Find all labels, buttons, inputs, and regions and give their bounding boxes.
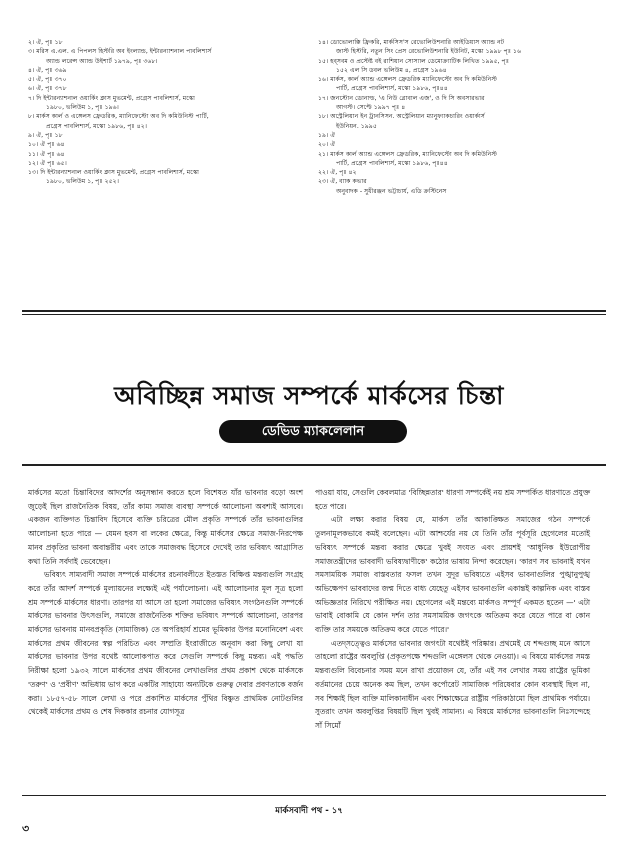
reference-line: জাস্ট হিস্টরি, নতুন সিং প্রেস রেভোলিউশনারি ইউনিট, মস্কো ১৯৯৮ পৃঃ ১৬ xyxy=(336,48,522,56)
reference-line: ৩। মরিস এ.এল. এ পিপলস হিস্টরি অব ইংল্যান্ড, ইন্টারন্যাশনাল পাবলিশার্স xyxy=(28,48,212,56)
reference-line: ২১। মার্কস কার্ল অ্যান্ড এঙ্গেলস ফ্রেডরিক, ম্যানিফেস্টো অব দি কমিউনিস্ট xyxy=(318,150,497,158)
reference-line: ইউনিয়ন. ১৯৯৫ xyxy=(336,122,377,130)
page-number: ৩ xyxy=(22,822,30,835)
author-badge: ডেভিড ম্যাকলেলান xyxy=(219,420,407,443)
reference-line: অ্যান্ড লরেন্স অ্যান্ড উইশার্ট ১৯৭৯, পৃঃ ৩৬৮। xyxy=(46,57,158,65)
paragraph: মার্কসের মতো চিন্তাবিদের আদর্শের অনুসন্ধান করতে হলে বিশেষত যাঁর ভাবনার বড়ো অংশ জুড়েই ছিল রাজনৈতিক বিষয়, তাঁর কাম্য সমাজ ব্যবস্থা সম্পর্কে আলোচনা অবশ্যই আসবে। একজন ব্যক্তিগত চিন্তাবিদ হিসেবে ব্যক্তি চরিত্রের মৌল প্রকৃতি সম্পর্কে তাঁর ভাবনাগুলির আলোচনা হতে পারে — যেমন হবস বা লকের ক্ষেত্রে, কিন্তু মার্কসের ক্ষেত্রে সমাজ-নিরপেক্ষ মানব প্রকৃতির ভাবনা অবান্তরীয় এবং তাকে সমাজবদ্ধ হিসেবে দেখেই তার ভবিষ্যৎ আগ্রাসিত কথা তিনি সর্বদাই ভেবেছেন। xyxy=(28,488,303,566)
paragraph: ভবিষ্যৎ সাম্যবাদী সমাজ সম্পর্কে মার্কসের রচনাবলীতে ইতস্তত বিক্ষিপ্ত মন্তব্যগুলি সংগ্রহ করে তাঁর আদর্শ সম্পর্কে মূল্যায়নের লক্ষ্যেই এই পর্যালোচনা। এই আলোচনার মূল সূত্র হলো শ্রম সম্পর্কে মার্কসের ধারণা। তারপর যা আসে তা হলো সমাজের ভবিষ্যৎ সংগঠনগুলি সম্পর্কে মার্কসের ভাবনার উৎসগুলি, সমাজে রাজনৈতিক শক্তির ভবিষ্যৎ সম্পর্কে আলোচনা, তারপর মার্কসের ভাবনায় মানবপ্রকৃতি (সামাজিক) তে অপরিহার্য শ্রমের ভূমিকার উপর মনোনিবেশ এবং মার্কসের প্রথম জীবনের স্বল্প পরিচিত এবং সম্প্রতি ইংরাজীতে অনূবাদ করা কিছু লেখা যা মার্কসের ভাবনার উপর যথেষ্ট আলোকপাত করে সেগুলি সম্পর্কে কিছু মন্তব্য। এই পদ্ধতি নিরীক্ষা হলো ১৯৩২ সালে মার্কসের প্রথম জীবনের লেখাগুলির প্রথম প্রকাশ থেকে মার্কসকে 'তরুণ' ও 'প্রবীণ' অভিধায় ভাগ করে একটির সাহায্যে অন্যটিকে গুরুত্ব দেবার প্রবণতাকে বর্জন করা। ১৮৫৭-৫৮ সালে লেখা ও পরে প্রকাশিত মার্কসের পুঁথির বিষ্ণুত প্রাথমিক নোটগুলির থেকেই মার্কসের প্রথম ও শেষ দিককার রচনার যোগসূত্র xyxy=(28,570,303,717)
paragraph: এটা লক্ষ্য করার বিষয় যে, মার্কস তাঁর আকাঙ্ক্ষিত সমাজের গঠন সম্পর্কে তুলনামূলকভাবে কমই বলেছেন। এটা আশ্চর্যের নয় যে তিনি তাঁর পূর্বসূরি হেগেলের মতোই ভবিষ্যৎ সম্পর্কে মন্তব্য করার ক্ষেত্রে খুবই সংযত এবং প্রায়শই 'আধুনিক ইউরোপীয় সমাজতন্ত্রীদের ভাববাদী ভবিষ্যদ্বাণীকে' কঠোর ভাষায় নিন্দা করেছেন। 'কারণ সব ভাবনাই যখন সমসাময়িক সমাজ বাস্তবতার ফসল তখন সুদূর ভবিষ্যতে এইসব ভাবনাগুলির পুঙ্খানুপুঙ্খ অভিক্ষেপণ ভাববাদের জন্ম দিতে বাধ্য যেহেতু এইসব ভাবনাগুলি একান্তই কাল্পনিক এবং বাস্তব অভিজ্ঞতার নিরিখে পরীক্ষিত নয়। হেগেলের এই মন্তব্যে মার্কসও সম্পূর্ণ একমত হতেন —' এটা ভাবাই বোকামি যে কোন দর্শন তার সমসাময়িক জগৎকে অতিক্রম করে যেতে পারে বা কোন ব্যক্তি তার সময়কে অতিক্রম করে যেতে পারে।' xyxy=(315,515,590,635)
reference-line: ১৮। অস্ট্রেলিয়ান ইন ট্রানসিসন. অস্ট্রেলিয়ান ম্যানুফ্যাকচারিং ওয়ার্কার্স xyxy=(318,113,485,121)
reference-line: ৭। দি ইন্টারন্যাশনাল ওয়ার্কিং ক্লাস মুভমেন্ট, প্রগ্রেস পাবলিশার্স, মস্কো xyxy=(28,94,195,102)
reference-line: ১৪। ডোভোলাক্কি ফ্রিকরি, মার্কসিস'স রেভোলিউশনারি আইডিয়াস অ্যান্ড নট xyxy=(318,39,505,46)
article-column-right xyxy=(315,486,590,733)
reference-line: ২০। ঐ xyxy=(318,141,336,149)
reference-line: ৯। ঐ, পৃঃ ১৮ xyxy=(28,131,63,139)
article-title: অবিচ্ছিন্ন সমাজ সম্পর্কে মার্কসের চিন্তা xyxy=(114,381,504,410)
reference-line: ১৬। মার্কস, কার্ল অ্যান্ড এঙ্গেলস ফ্রেডরিক ম্যানিফেস্টো অব দি কমিউনিস্ট xyxy=(318,76,497,84)
reference-line: ১২। ঐ পৃঃ ৬৫। xyxy=(28,159,67,167)
top-divider xyxy=(22,310,606,312)
reference-line: ৫। ঐ, পৃঃ ৩৭০ xyxy=(28,76,67,84)
reference-line: অনুবাদক - সুধীরঞ্জন ভট্টাচার্য, এডি ক্রস্টিনেস xyxy=(336,187,447,195)
reference-line: প্রগ্রেস পাবলিশার্স, মস্কো ১৯৮৬, পৃঃ ৪২। xyxy=(46,122,147,130)
reference-line: ৮। মার্কস কার্ল ও এঙ্গেলস ফ্রেডরিক, ম্যানিফেস্টো অব দি কমিউনিস্ট পার্টি, xyxy=(28,113,209,121)
reference-line: ৪। ঐ, পৃঃ ৩৬৯ xyxy=(28,66,67,74)
reference-line: ১১। ঐ পৃঃ ৬৪ xyxy=(28,150,65,158)
reference-line: ১৯। ঐ xyxy=(318,131,336,139)
references-right xyxy=(318,38,603,196)
title-divider xyxy=(22,464,606,466)
reference-line: পার্টি, প্রগ্রেস পাবলিশার্স, মস্কো ১৯৮৬, পৃঃ৪৪ xyxy=(336,159,448,167)
article-column-left xyxy=(28,486,303,719)
reference-line: আগস্ট। সেপ্টে ১৯৯৭ পৃঃ ৪ xyxy=(336,104,406,112)
top-divider-thin xyxy=(22,314,606,315)
reference-line: ১০। ঐ পৃঃ ৬৪ xyxy=(28,141,65,149)
reference-line: ১৯৮০, ভলিউম ১, পৃঃ ২৫২। xyxy=(46,178,119,186)
paragraph: এতদ্সত্ত্বেও মার্কসের ভাবনার জগৎটা যথেষ্টই পরিষ্কার। প্রথমেই যে শব্দগুচ্ছ মনে আসে তাহলো রাষ্ট্রের অবলুপ্তি (প্রকৃতপক্ষে শব্দগুলি এঙ্গেলস থেকে নেওয়া)। এ বিষয়ে মার্কসের সমস্ত মন্তব্যগুলি বিবেচনার সময় মনে রাখা প্রয়োজন যে, তাঁর এই সব লেখার সময় রাষ্ট্রের ভূমিকা বর্তমানের চেয়ে অনেক কম ছিল, তখন কর্পোরেট সামাজিক পরিষেবার কোন ব্যবস্থাই ছিল না, সব শিক্ষাই ছিল ব্যক্তি মালিকানাধীন এবং শিক্ষাক্ষেত্রে রাষ্ট্রীয় পরিকাঠামো ছিল প্রাথমিক পর্যায়ে। সুতরাং তখন অবলুপ্তির বিষয়টি ছিল খুবই সামান্য। এ বিষয়ে মার্কসের ভাবনাগুলি নিঃসন্দেহে সাঁ সিমোঁ xyxy=(315,638,590,730)
reference-line: ২। ঐ, পৃঃ ১৮ xyxy=(28,39,63,46)
reference-line: ১৩। দি ইন্টারন্যাশনাল ওয়ার্কিং ক্লাস মুভমেন্ট, প্রগ্রেস পাবলিশার্স, মস্কো xyxy=(28,169,199,177)
reference-line: ১৭। জনস্টোন ডোনাল্ড, 'এ নিউ গ্লোবাল এজ', ও দি সি অবসারভার xyxy=(318,94,485,102)
footer-divider xyxy=(22,795,606,796)
journal-footer-label: মার্কসবাদী পথ - ১৭ xyxy=(275,806,343,816)
reference-line: ২৩। ঐ, ব্যাক কভার xyxy=(318,178,367,186)
references-left xyxy=(28,38,298,187)
reference-line: ১৫২ এল সি ডবল ভলিউম ৪, প্রগ্রেস ১৯৬৪ xyxy=(336,66,447,74)
reference-line: পার্টি, প্রগ্রেস পাবলিশার্স, মস্কো ১৯৮৬, পৃঃ৪৪ xyxy=(336,85,448,93)
reference-line: ৬। ঐ, পৃঃ ৩৭৮ xyxy=(28,85,67,93)
reference-line: ১৫। হব্সবম ও প্রস্টেষ্ট বই রাশিয়ান সোস্যাল ডেমোক্র্যাটিক লিখিত ১৯৯৫, পৃঃ xyxy=(318,57,510,65)
reference-line: ১৯৮০, ভলিউম ১, পৃঃ ১৯৬। xyxy=(46,104,119,112)
reference-line: ২২। ঐ, পৃঃ ৪২ xyxy=(318,169,357,177)
paragraph: পাওয়া যায়, সেগুলি কেবলমাত্র 'বিচ্ছিন্নতার' ধারণা সম্পর্কেই নয় শ্রম সম্পর্কিত ধারণাতে প্রযুক্ত হতে পারে। xyxy=(315,488,590,511)
